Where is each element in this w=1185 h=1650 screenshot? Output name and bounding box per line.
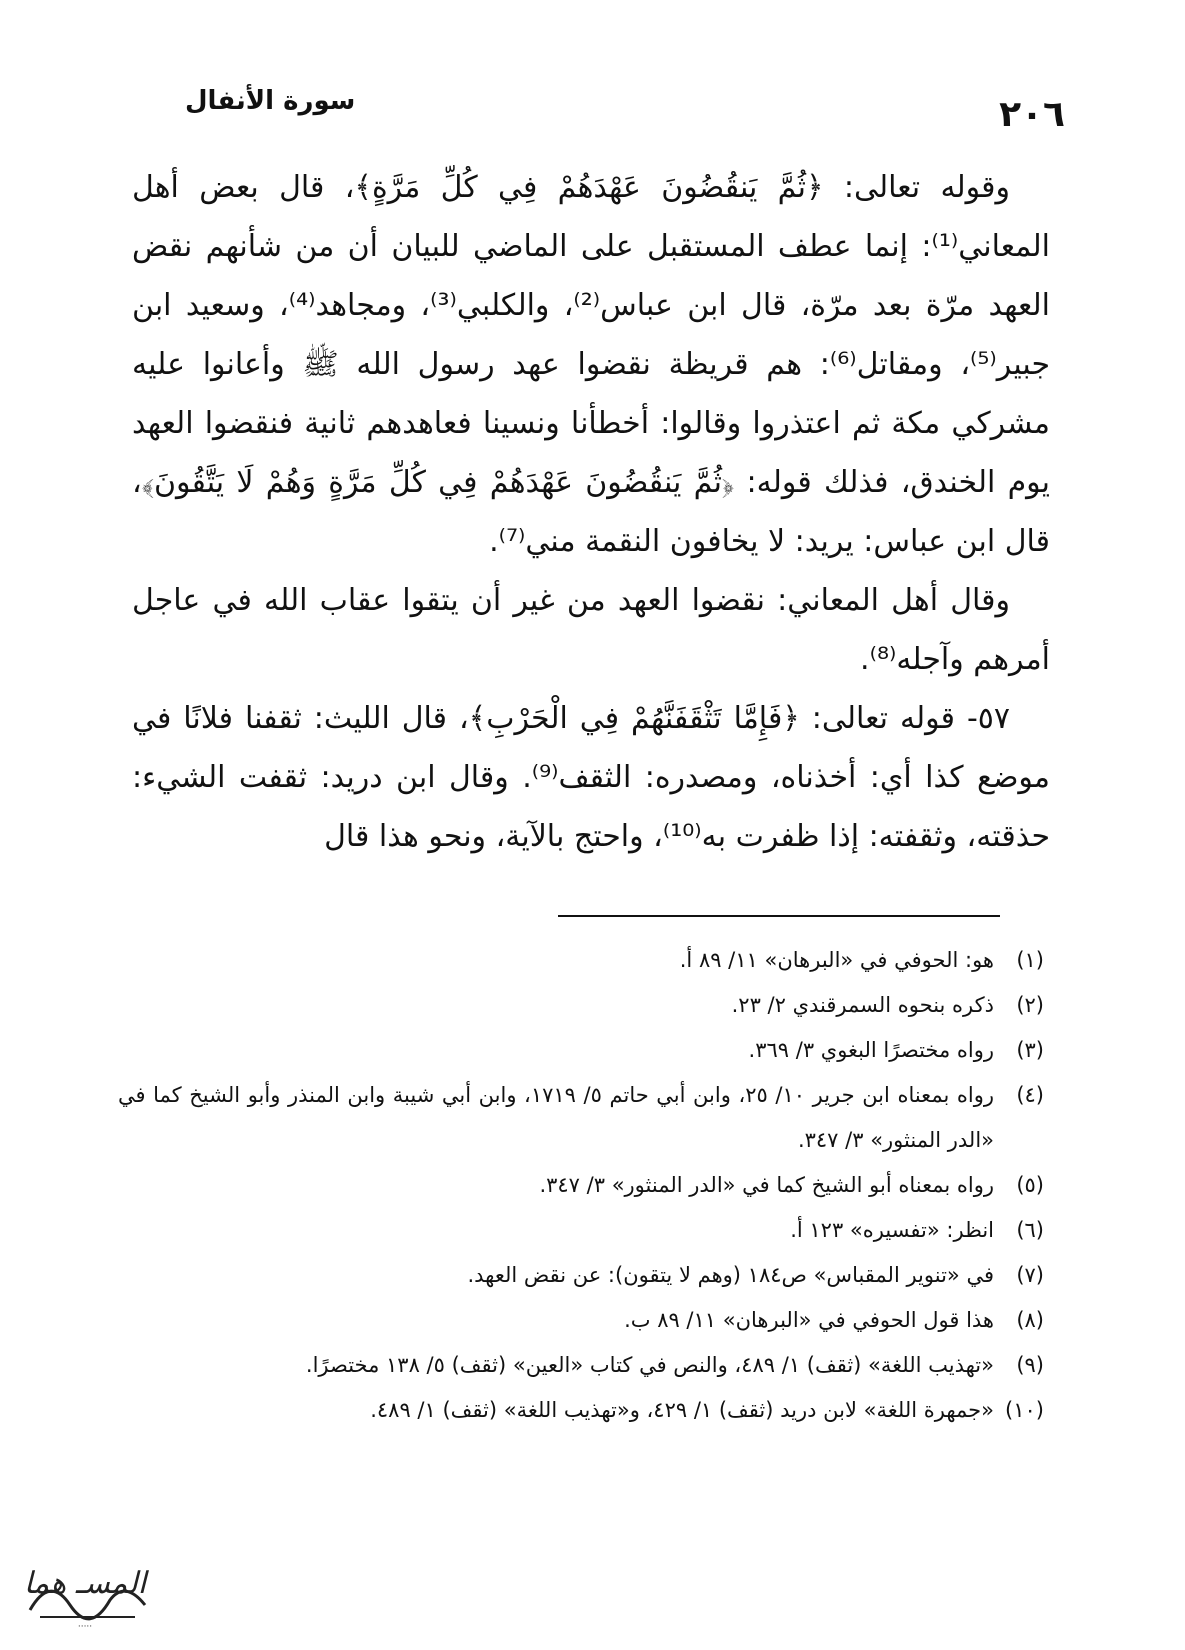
footnote-text: في «تنوير المقباس» ص١٨٤ (وهم لا يتقون): عن نقض العهد. <box>467 1263 994 1287</box>
footnote-number: (٣) <box>1016 1038 1044 1062</box>
footnote-text: هذا قول الحوفي في «البرهان» ١١/ ٨٩ ب. <box>624 1308 994 1332</box>
footnote-text: انظر: «تفسيره» ١٢٣ أ. <box>790 1218 994 1242</box>
footnote-10 <box>118 1388 1044 1433</box>
footnote-number: (٧) <box>1016 1263 1044 1287</box>
footnote-text: ذكره بنحوه السمرقندي ٢/ ٢٣. <box>731 993 994 1017</box>
footnote-7 <box>118 1253 1044 1298</box>
footnote-4 <box>118 1073 1044 1163</box>
footnotes <box>118 938 1044 1433</box>
footnote-text: رواه بمعناه ابن جرير ١٠/ ٢٥، وابن أبي حاتم ٥/ ١٧١٩، وابن أبي شيبة وابن المنذر وأبو الشيخ كما في «الدر المنثور» ٣/ ٣٤٧. <box>118 1083 995 1152</box>
footnote-number: (٢) <box>1016 993 1044 1017</box>
footnote-text: هو: الحوفي في «البرهان» ١١/ ٨٩ أ. <box>679 948 994 972</box>
footnote-number: (٩) <box>1016 1353 1044 1377</box>
footnote-text: رواه مختصرًا البغوي ٣/ ٣٦٩. <box>748 1038 994 1062</box>
footnote-number: (٥) <box>1016 1173 1044 1197</box>
main-text <box>132 158 1050 866</box>
svg-text:·····: ····· <box>77 1622 93 1632</box>
footnote-8 <box>118 1298 1044 1343</box>
paragraph-1: وقوله تعالى: ﴿ثُمَّ يَنقُضُونَ عَهْدَهُمْ فِي كُلِّ مَرَّةٍ﴾، قال بعض أهل المعاني⁽¹⁾: إنما عطف المستقبل على الماضي للبيان أن من شأنهم نقض العهد مرّة بعد مرّة، قال ابن عباس⁽²⁾، والكلبي⁽³⁾، ومجاهد⁽⁴⁾، وسعيد ابن جبير⁽⁵⁾، ومقاتل⁽⁶⁾: هم قريظة نقضوا عهد رسول الله ﷺ وأعانوا عليه مشركي مكة ثم اعتذروا وقالوا: أخطأنا ونسينا فعاهدهم ثانية فنقضوا العهد يوم الخندق، فذلك قوله: ﴿ثُمَّ يَنقُضُونَ عَهْدَهُمْ فِي كُلِّ مَرَّةٍ وَهُمْ لَا يَتَّقُونَ﴾، قال ابن عباس: يريد: لا يخافون النقمة مني⁽⁷⁾. <box>132 170 1050 559</box>
footnote-2 <box>118 983 1044 1028</box>
footnote-number: (٨) <box>1016 1308 1044 1332</box>
footnote-5 <box>118 1163 1044 1208</box>
footnote-number: (٤) <box>1016 1083 1044 1107</box>
footnote-6 <box>118 1208 1044 1253</box>
paragraph-2: وقال أهل المعاني: نقضوا العهد من غير أن يتقوا عقاب الله في عاجل أمرهم وآجله⁽⁸⁾. <box>132 583 1050 677</box>
page-number: ٢٠٦ <box>999 94 1065 135</box>
footnote-1 <box>118 938 1044 983</box>
paragraph-3: ٥٧- قوله تعالى: ﴿فَإِمَّا تَثْقَفَنَّهُمْ فِي الْحَرْبِ﴾، قال الليث: ثقفنا فلانًا في موضع كذا أي: أخذناه، ومصدره: الثقف⁽⁹⁾. وقال ابن دريد: ثقفت الشيء: حذقته، وثقفته: إذا ظفرت به⁽¹⁰⁾، واحتج بالآية، ونحو هذا قال <box>132 701 1050 854</box>
footnote-9 <box>118 1343 1044 1388</box>
footnote-number: (١) <box>1016 948 1044 972</box>
footnote-text: رواه بمعناه أبو الشيخ كما في «الدر المنثور» ٣/ ٣٤٧. <box>539 1173 994 1197</box>
footnote-number: (٦) <box>1016 1218 1044 1242</box>
svg-text:المسـ هما: المسـ هما <box>23 1566 147 1601</box>
footnote-number: (١٠) <box>1005 1398 1044 1422</box>
footnote-text: «تهذيب اللغة» (ثقف) ١/ ٤٨٩، والنص في كتاب «العين» (ثقف) ٥/ ١٣٨ مختصرًا. <box>305 1353 994 1377</box>
surah-title: سورة الأنفال <box>185 86 356 116</box>
page-header <box>185 80 1065 140</box>
footnote-3 <box>118 1028 1044 1073</box>
footnote-text: «جمهرة اللغة» لابن دريد (ثقف) ١/ ٤٢٩، و«تهذيب اللغة» (ثقف) ١/ ٤٨٩. <box>370 1398 994 1422</box>
watermark-logo <box>10 1555 160 1635</box>
footnote-divider <box>558 915 1000 917</box>
